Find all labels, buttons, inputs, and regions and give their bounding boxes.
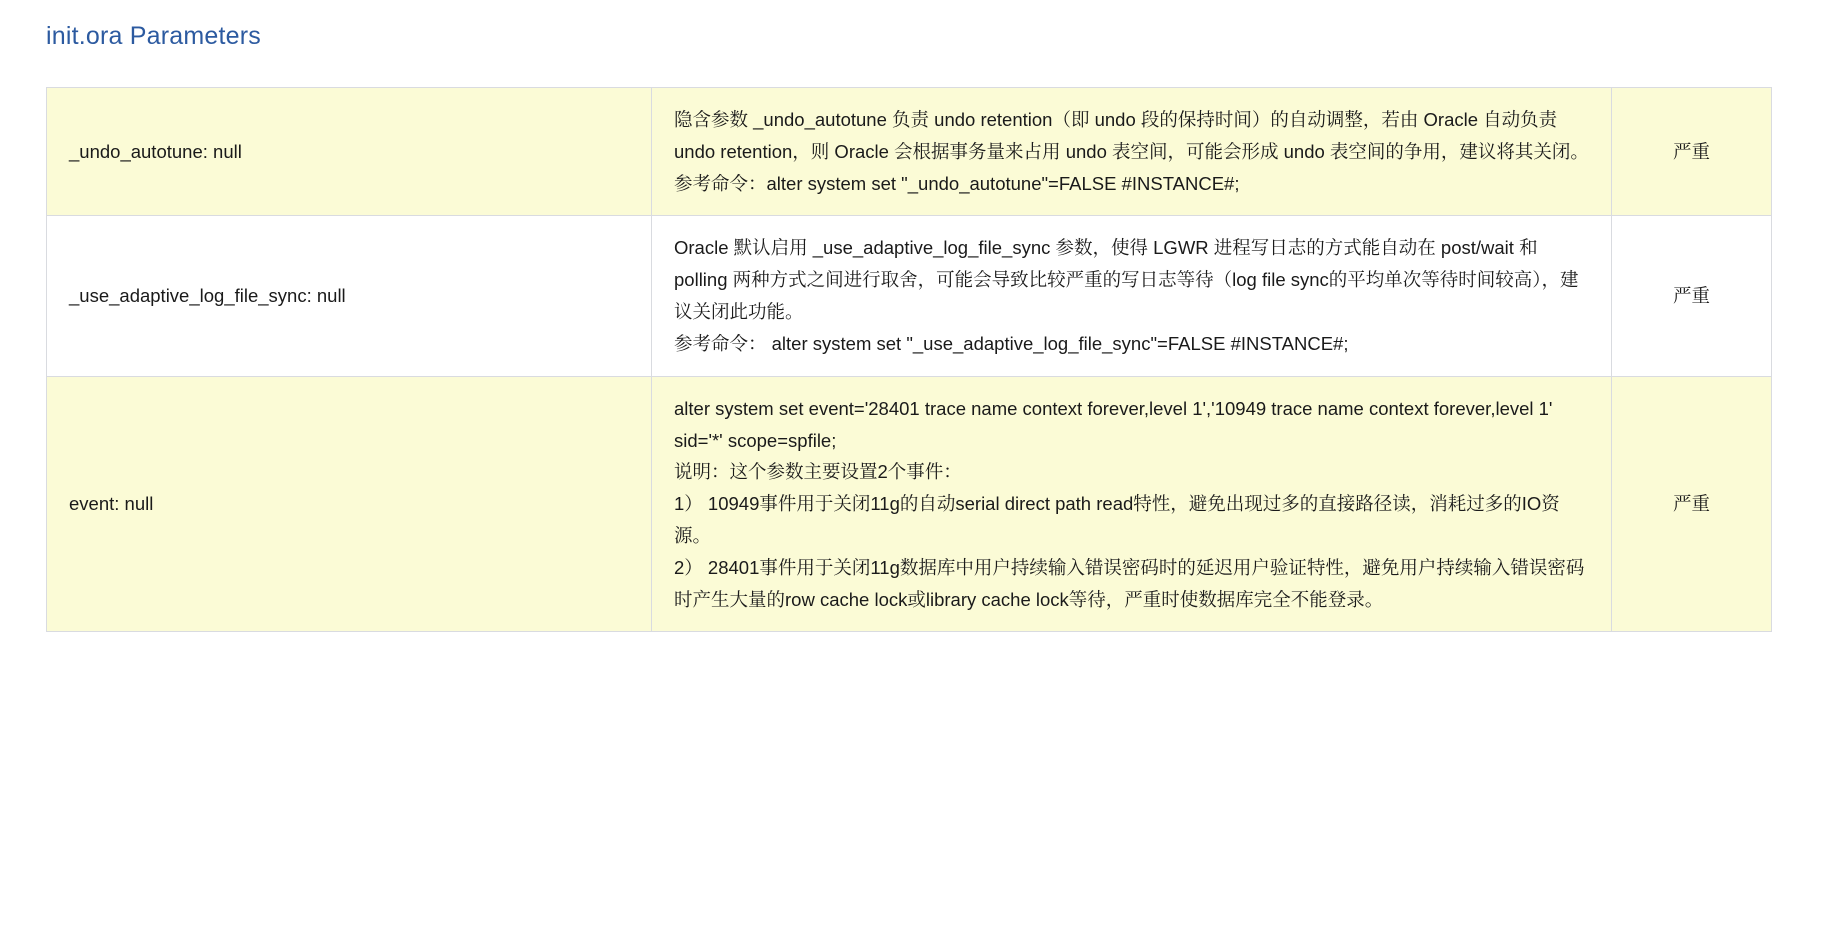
description-line: 参考命令：alter system set "_undo_autotune"=FALSE #INSTANCE#; xyxy=(674,172,1240,194)
severity-level-cell: 严重 xyxy=(1612,88,1772,216)
parameter-description-cell xyxy=(652,88,1612,216)
page-title: init.ora Parameters xyxy=(46,22,261,50)
init-ora-parameters-table xyxy=(46,87,1772,632)
table-row xyxy=(47,376,1772,632)
table-row xyxy=(47,216,1772,376)
parameter-description-cell xyxy=(652,376,1612,632)
table-row xyxy=(47,88,1772,216)
description-line: 1） 10949事件用于关闭11g的自动serial direct path read特性，避免出现过多的直接路径读，消耗过多的IO资源。 xyxy=(674,493,1560,546)
description-line: Oracle 默认启用 _use_adaptive_log_file_sync 参数，使得 LGWR 进程写日志的方式能自动在 post/wait 和 polling 两种方式之间进行取舍，可能会导致比较严重的写日志等待（log file sync的平均单次等待时间较高），建议关闭此功能。 xyxy=(674,237,1579,323)
parameter-name-cell: _undo_autotune: null xyxy=(47,88,652,216)
description-line: alter system set event='28401 trace name context forever,level 1','10949 trace name context forever,level 1' sid='*' scope=spfile; xyxy=(674,397,1553,451)
description-line: 隐含参数 _undo_autotune 负责 undo retention（即 undo 段的保持时间）的自动调整，若由 Oracle 自动负责 undo retention，则 Oracle 会根据事务量来占用 undo 表空间，可能会形成 undo 表空间的争用，建议将其关闭。 xyxy=(674,109,1589,162)
description-line: 参考命令： alter system set "_use_adaptive_log_file_sync"=FALSE #INSTANCE#; xyxy=(674,332,1349,354)
parameter-description-cell xyxy=(652,216,1612,376)
parameter-name-cell: _use_adaptive_log_file_sync: null xyxy=(47,216,652,376)
description-line: 2） 28401事件用于关闭11g数据库中用户持续输入错误密码时的延迟用户验证特性，避免用户持续输入错误密码时产生大量的row cache lock或library cache lock等待，严重时使数据库完全不能登录。 xyxy=(674,556,1585,610)
init-ora-parameters-table-wrapper xyxy=(46,87,1771,632)
severity-level-cell: 严重 xyxy=(1612,376,1772,632)
table-body xyxy=(47,88,1772,632)
severity-level-cell: 严重 xyxy=(1612,216,1772,376)
parameter-name-cell: event: null xyxy=(47,376,652,632)
description-line: 说明：这个参数主要设置2个事件： xyxy=(674,461,962,483)
